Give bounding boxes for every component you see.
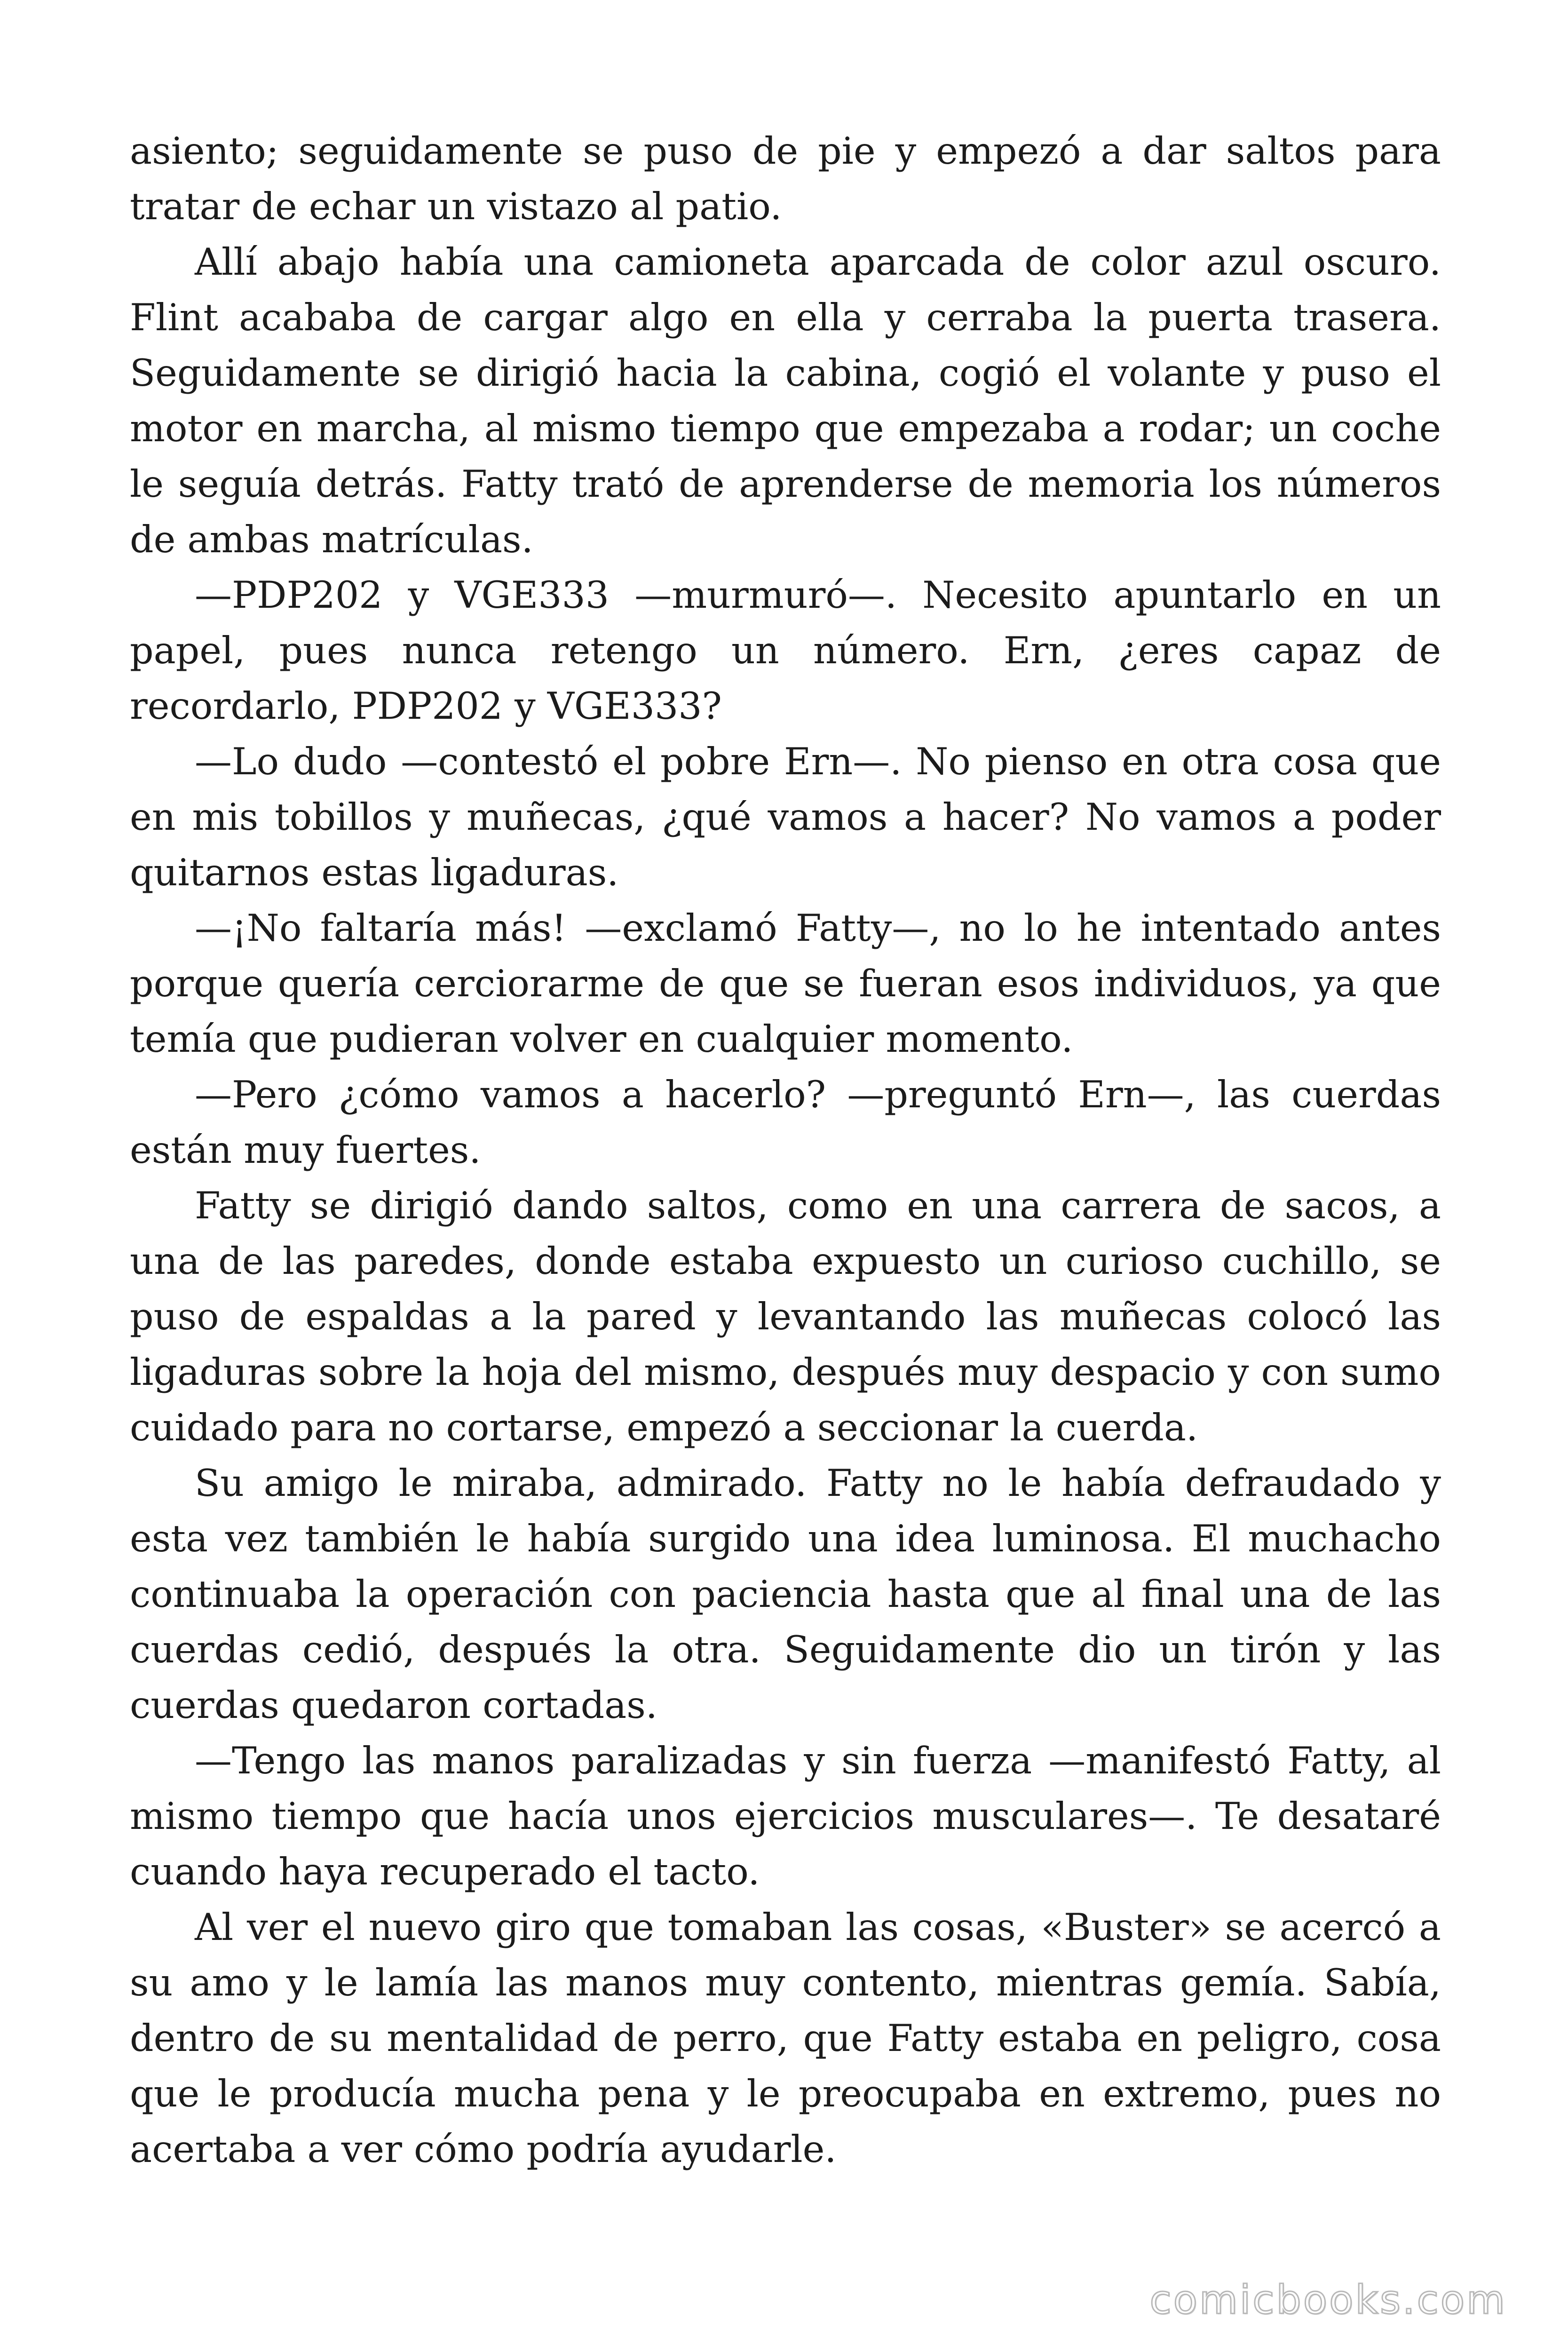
paragraph: —PDP202 y VGE333 —murmuró—. Necesito apuntarlo en un papel, pues nunca retengo un número. Ern, ¿eres capaz de recordarlo, PDP202 y VGE333? — [130, 573, 1441, 728]
paragraph: Fatty se dirigió dando saltos, como en una carrera de sacos, a una de las paredes, donde estaba expuesto un curioso cuchillo, se puso de espaldas a la pared y levantando las muñecas colocó las ligaduras sobre la hoja del mismo, después muy despacio y con sumo cuidado para no cortarse, empezó a seccionar la cuerda. — [130, 1184, 1441, 1449]
paragraph: Al ver el nuevo giro que tomaban las cosas, «Buster» se acercó a su amo y le lamía las manos muy contento, mientras gemía. Sabía, dentro de su mentalidad de perro, que Fatty estaba en peligro, cosa que le producía mucha pena y le preocupaba en extremo, pues no acertaba a ver cómo podría ayudarle. — [130, 1906, 1441, 2171]
paragraph: Allí abajo había una camioneta aparcada de color azul oscuro. Flint acababa de cargar algo en ella y cerraba la puerta trasera. Seguidamente se dirigió hacia la cabina, cogió el volante y puso el motor en marcha, al mismo tiempo que empezaba a rodar; un coche le seguía detrás. Fatty trató de aprenderse de memoria los números de ambas matrículas. — [130, 240, 1441, 561]
paragraph: asiento; seguidamente se puso de pie y empezó a dar saltos para tratar de echar un vistazo al patio. — [130, 129, 1441, 228]
watermark: comicbooks.com — [1149, 2277, 1507, 2323]
paragraph: —¡No faltaría más! —exclamó Fatty—, no lo he intentado antes porque quería cerciorarme de que se fueran esos individuos, ya que temía que pudieran volver en cualquier momento. — [130, 906, 1441, 1061]
paragraph: —Lo dudo —contestó el pobre Ern—. No pienso en otra cosa que en mis tobillos y muñecas, ¿qué vamos a hacer? No vamos a poder quitarnos estas ligaduras. — [130, 740, 1441, 894]
paragraph: —Tengo las manos paralizadas y sin fuerza —manifestó Fatty, al mismo tiempo que hacía unos ejercicios musculares—. Te desataré cuando haya recuperado el tacto. — [130, 1739, 1441, 1893]
page-body — [130, 123, 1441, 2177]
paragraph: Su amigo le miraba, admirado. Fatty no le había defraudado y esta vez también le había surgido una idea luminosa. El muchacho continuaba la operación con paciencia hasta que al final una de las cuerdas cedió, después la otra. Seguidamente dio un tirón y las cuerdas quedaron cortadas. — [130, 1462, 1441, 1727]
paragraph: —Pero ¿cómo vamos a hacerlo? —preguntó Ern—, las cuerdas están muy fuertes. — [130, 1073, 1441, 1172]
